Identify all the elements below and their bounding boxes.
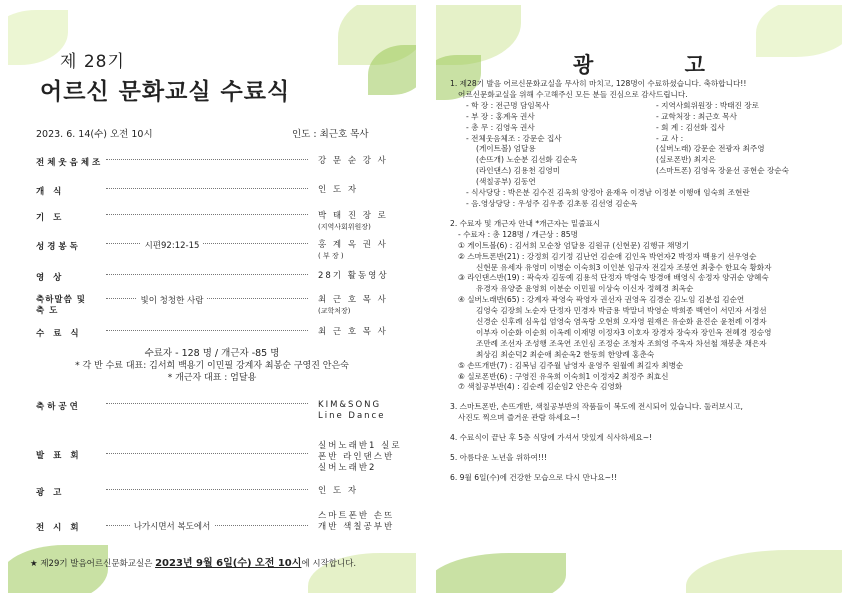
generation-label: 제 28기: [60, 52, 125, 72]
program-detail: 나가시면서 복도에서: [36, 520, 308, 532]
program-label: 영 상: [36, 273, 65, 283]
program-label: 성경봉독: [36, 242, 81, 252]
dot-leader: [106, 159, 308, 160]
program-label: 축하공연: [36, 402, 81, 412]
dot-leader: [106, 274, 308, 275]
announcement-page: [436, 5, 842, 593]
program-performer: 인 도 자: [318, 486, 359, 496]
leaf-decoration: [8, 545, 108, 593]
program-detail: 빛이 청청한 사람: [36, 294, 308, 306]
leaf-decoration: [8, 10, 68, 65]
dot-leader: [106, 188, 308, 189]
dot-leader: [106, 214, 308, 215]
next-term-notice: ★ 제29기 발음어르신문화교실은 2023년 9월 6일(수) 오전 10시에 시작합니다.: [30, 558, 357, 569]
officiant: 인도 : 최근호 목사: [292, 129, 369, 140]
program-label: 기 도: [36, 213, 65, 223]
program-performer: 28기 활동영상: [318, 271, 389, 281]
program-performer: 박 태 진 장 로 (지역사회위원장): [318, 211, 388, 231]
program-page: [8, 5, 416, 593]
program-performer: KIM&SONG Line Dance: [318, 400, 386, 421]
program-label: 전체웃음체조: [36, 158, 104, 168]
program-performer: 최 근 호 목 사 (교학처장): [318, 295, 388, 315]
leaf-decoration: [686, 550, 842, 593]
dot-leader: [106, 330, 308, 331]
leaf-decoration: [436, 553, 566, 593]
program-performer: 인 도 자: [318, 185, 359, 195]
program-label: 개 식: [36, 187, 65, 197]
program-performer: 스마트폰반 손뜨개반 색칠공부반: [318, 511, 395, 532]
program-label: 발 표 회: [36, 451, 82, 461]
dot-leader: [106, 453, 308, 454]
dot-leader: [106, 403, 308, 404]
announcement-title: 광 고: [573, 53, 747, 77]
event-date: 2023. 6. 14(수) 오전 10시: [36, 129, 153, 140]
program-label: 축하말씀 및 축 도: [36, 295, 87, 316]
program-performer: 최 근 호 목 사: [318, 327, 388, 337]
program-performer: 강 문 순 강 사: [318, 156, 388, 166]
page-title: 어르신 문화교실 수료식: [40, 79, 291, 105]
completion-summary: 수료자 - 128 명 / 개근자 -85 명 * 각 반 수료 대표: 김서희 백용기 이민필 강계자 최봉순 구영진 안은숙 * 개근자 대표 : 엄달용: [75, 348, 349, 383]
program-performer: 홍 계 옥 권 사 ( 부 장 ): [318, 240, 388, 260]
program-label: 수 료 식: [36, 329, 82, 339]
announcement-body: 1. 제28기 발음 어르신문화교실을 무사히 마치고, 128명이 수료하셨습니다. 축하합니다!! 어르신문화교실을 위해 수고해주신 모든 분들 진심으로 감사드립니다. - 학 장 : 전근명 담임목사 - 지역사회위원장 : 박태진 장로 - 부 장 : 홍계옥 권사 - 교학처장 : 최근호 목사 - 총 무 : 김영옥 권사 - 회 계 : 김선화 집사 - 전체웃음체조 : 강문순 집사 - 교 사 : (게이트볼) 엄달용 (실버노래) 강문순 전광자 최주영 (손뜨개) 노순분 김선화 김순옥 (실로폰반) 최지은 (라인댄스) 김용천 김영미 (스마트폰) 김영옥 장윤선 공현순 장순숙 (색칠공부) 김동연 - 식사당당 : 박은분 김수진 김옥희 양정아 윤재옥 이경남 이정분 이행애 임숙희 조현란 - 음.영상당당 : 우성주 김우종 김초롱 김선영 김순옥 2. 수료자 및 개근자 안내 *개근자는 밑줄표시 - 수료자 : 총 128명 / 개근상 : 85명 ① 게이트볼(6) : 김서희 모순창 엄달용 김원규 (신현문) 김행규 채명기 ② 스마트폰반(21) : 강정희 김기정 김난연 김순애 김인옥 박연자2 박정자 백용기 선우영순 신현문 유세자 유영미 이병순 이숙희3 이인분 임규자 전길자 조봉연 최충수 한묘숙 황화자 ③ 라인댄스반(19) : 곽숙자 김동예 김용석 단정자 박영숙 방경애 배영식 송정자 양귀순 양혜숙 유경자 유양준 윤영희 이분순 이민필 이상숙 이신자 정혜경 최옥순 ④ 실버노래반(65) : 강계자 곽영숙 곽영자 권선자 권영옥 김경순 김노임 김분섭 김순연 김영숙 김장희 노순자 단정자 민경자 박금용 박말녀 박영순 박희종 백연이 서민자 서정선 신경순 신후례 심옥섭 엄영숙 염옥랑 오현희 오자영 원재은 유순화 윤진순 윤천례 이경자 이부자 이순화 이순희 이옥례 이재명 이정자3 이호자 장경자 장숙자 장인옥 전혜경 정승영 조만례 조선자 조성행 조옥연 조인심 조정순 조청자 조희영 주옥자 차선철 채봉춘 채은자 최상김 최순덕2 최순애 최순옥2 한동희 한양례 홍춘숙 ⑤ 손뜨개반(7) : 김복님 김주월 남영자 윤영주 원월예 최길자 최병순 ⑥ 실로폰반(6) : 구영진 유옥희 이숙희1 이정자2 최정주 최효신 ⑦ 색칠공부반(4) : 김순례 김순임2 안은숙 김영화 3. 스마트폰반, 손뜨개반, 색칠공부반의 작품들이 복도에 전시되어 있습니다. 둘러보시고, 사진도 찍으며 즐거운 관람 하세요~! 4. 수료식이 끝난 후 5층 식당에 가셔서 맛있게 식사하세요~! 5. 아름다운 노년을 위하여!!! 6. 9월 6일(수)에 건강한 모습으로 다시 만나요~!!: [450, 79, 789, 482]
program-label: 전 시 회: [36, 523, 82, 533]
dot-leader: [106, 489, 308, 490]
program-label: 광 고: [36, 488, 65, 498]
program-performer: 실버노래반1 실로폰반 라인댄스반 실버노래반2: [318, 441, 402, 473]
program-detail: 시편92:12-15: [36, 239, 308, 251]
